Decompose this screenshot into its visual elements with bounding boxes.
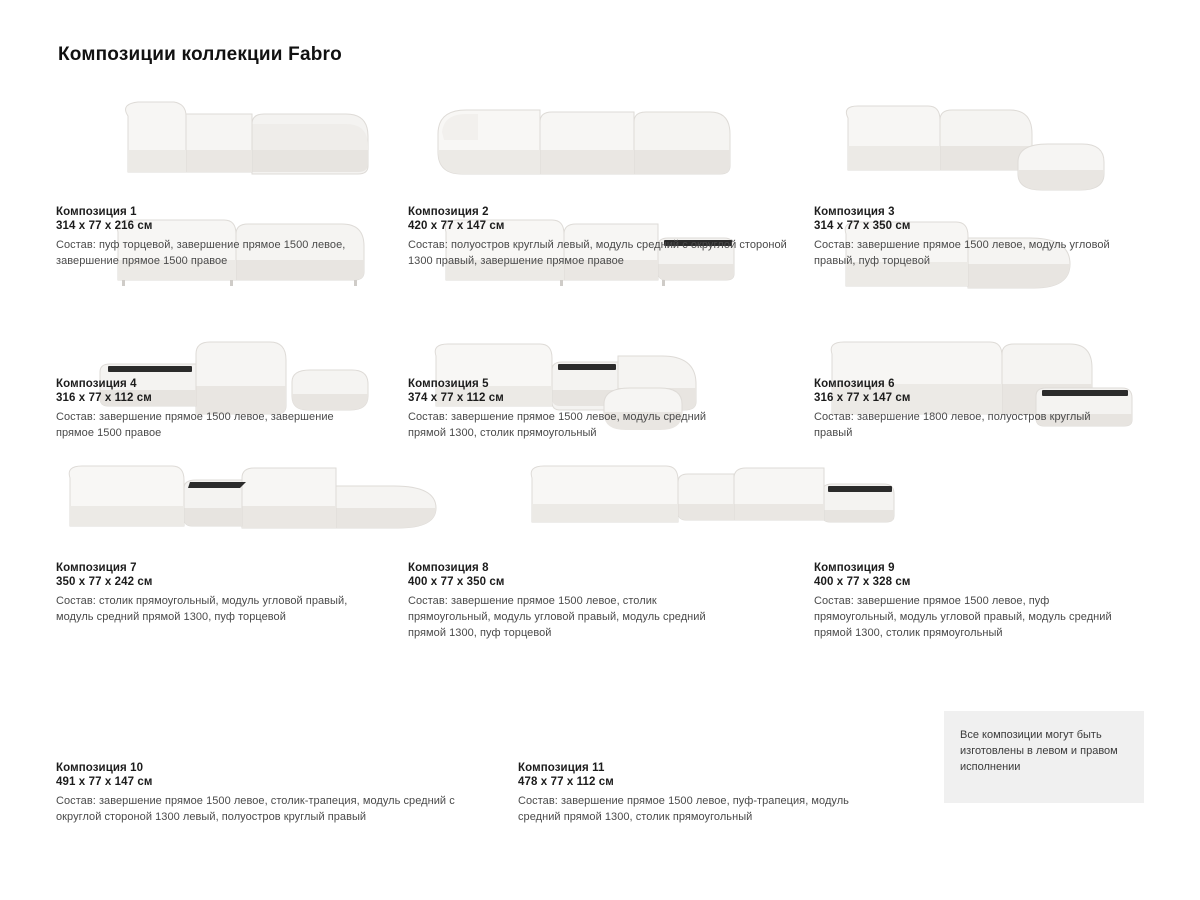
caption-3 (814, 200, 1134, 269)
caption-7 (56, 556, 396, 625)
composition-3-name: Композиция 3 (814, 206, 895, 218)
composition-9-desc: Состав: завершение прямое 1500 левое, пуф прямоугольный, модуль угловой правый, модуль средний прямой 1300, столик прямоугольный (814, 595, 1112, 639)
composition-3-dims: 314 х 77 х 350 см (814, 220, 911, 232)
composition-1-desc: Состав: пуф торцевой, завершение прямое 1500 левое, завершение прямое 1500 правое (56, 239, 346, 267)
composition-5-name: Композиция 5 (408, 378, 489, 390)
composition-11-name: Композиция 11 (518, 762, 605, 774)
caption-5 (408, 372, 808, 441)
compositions-grid-row-4 (56, 460, 1144, 558)
caption-2 (408, 200, 808, 269)
composition-2-illustration (412, 88, 808, 206)
composition-8-name: Композиция 8 (408, 562, 489, 574)
caption-11 (518, 756, 938, 825)
composition-6-desc: Состав: завершение 1800 левое, полуостров круглый правый (814, 411, 1091, 439)
page-title: Композиции коллекции Fabro (58, 44, 342, 65)
composition-10-desc: Состав: завершение прямое 1500 левое, столик-трапеция, модуль средний с округлой стороной 1300 левый, полуостров круглый правый (56, 795, 455, 823)
composition-card-1 (56, 88, 408, 206)
composition-card-11 (522, 460, 942, 552)
composition-card-2 (412, 88, 808, 206)
composition-6-name: Композиция 6 (814, 378, 895, 390)
composition-7-desc: Состав: столик прямоугольный, модуль угловой правый, модуль средний прямой 1300, пуф торцевой (56, 595, 348, 623)
composition-11-dims: 478 х 77 х 112 см (518, 776, 614, 788)
caption-1 (56, 200, 396, 269)
composition-1-dims: 314 х 77 х 216 см (56, 220, 153, 232)
note-text: Все композиции могут быть изготовлены в левом и правом исполнении (960, 729, 1118, 773)
composition-11-illustration (522, 460, 942, 552)
composition-5-dims: 374 х 77 х 112 см (408, 392, 504, 404)
composition-2-name: Композиция 2 (408, 206, 489, 218)
composition-4-desc: Состав: завершение прямое 1500 левое, завершение прямое 1500 правое (56, 411, 334, 439)
composition-11-desc: Состав: завершение прямое 1500 левое, пуф-трапеция, модуль средний прямой 1300, столик прямоугольный (518, 795, 849, 823)
composition-2-dims: 420 х 77 х 147 см (408, 220, 505, 232)
composition-10-illustration (56, 460, 518, 552)
composition-9-dims: 400 х 77 х 328 см (814, 576, 911, 588)
composition-10-dims: 491 х 77 х 147 см (56, 776, 153, 788)
caption-9 (814, 556, 1144, 641)
caption-10 (56, 756, 496, 825)
composition-3-illustration (812, 88, 1152, 206)
composition-9-name: Композиция 9 (814, 562, 895, 574)
composition-6-dims: 316 х 77 х 147 см (814, 392, 911, 404)
composition-5-desc: Состав: завершение прямое 1500 левое, модуль средний прямой 1300, столик прямоугольный (408, 411, 707, 439)
composition-10-name: Композиция 10 (56, 762, 144, 774)
composition-7-dims: 350 х 77 х 242 см (56, 576, 153, 588)
composition-2-desc: Состав: полуостров круглый левый, модуль средний с округлой стороной 1300 правый, завершение прямое правое (408, 239, 787, 267)
composition-8-dims: 400 х 77 х 350 см (408, 576, 505, 588)
composition-3-desc: Состав: завершение прямое 1500 левое, модуль угловой правый, пуф торцевой (814, 239, 1110, 267)
row4-spacer (946, 460, 1200, 552)
composition-1-illustration (56, 88, 408, 206)
composition-4-name: Композиция 4 (56, 378, 137, 390)
composition-card-10 (56, 460, 518, 552)
caption-8 (408, 556, 808, 641)
caption-4 (56, 372, 396, 441)
composition-card-3 (812, 88, 1152, 206)
caption-6 (814, 372, 1134, 441)
composition-1-name: Композиция 1 (56, 206, 137, 218)
composition-4-dims: 316 х 77 х 112 см (56, 392, 152, 404)
note-box (944, 711, 1144, 803)
composition-8-desc: Состав: завершение прямое 1500 левое, столик прямоугольный, модуль угловой правый, модуль средний прямой 1300, пуф торцевой (408, 595, 706, 639)
composition-7-name: Композиция 7 (56, 562, 137, 574)
